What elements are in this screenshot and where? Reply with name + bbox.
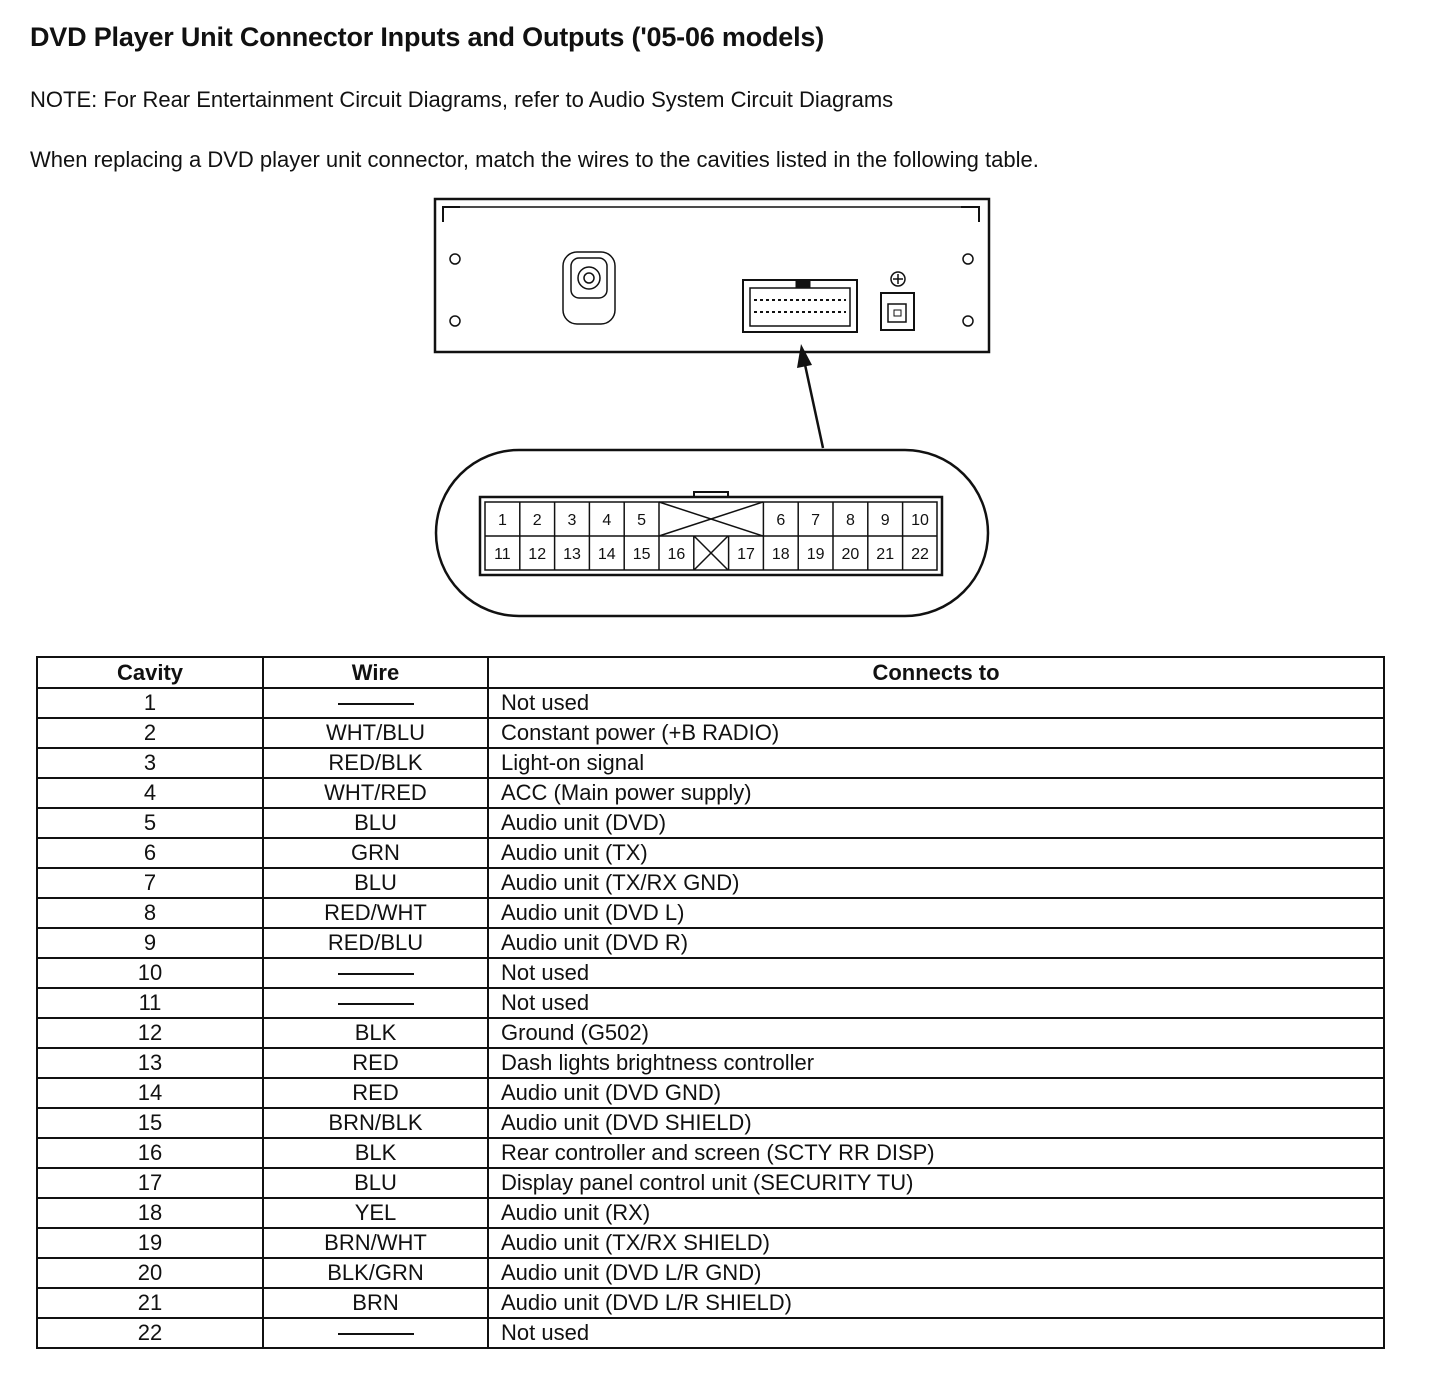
table-row [37, 1198, 1384, 1228]
cell-connects-to: Not used [488, 958, 1384, 988]
cell-cavity: 17 [37, 1168, 263, 1198]
header-cavity: Cavity [37, 657, 263, 688]
pin-label: 19 [806, 546, 825, 563]
pin-label: 5 [637, 512, 647, 529]
panel-connector [743, 280, 857, 332]
pin-label: 11 [494, 546, 511, 563]
pin-label: 17 [737, 546, 755, 563]
cell-connects-to: Audio unit (TX/RX SHIELD) [488, 1228, 1384, 1258]
unused-dash [338, 1003, 414, 1005]
cell-cavity: 1 [37, 688, 263, 718]
table-row [37, 1168, 1384, 1198]
table-row [37, 898, 1384, 928]
cell-connects-to: Light-on signal [488, 748, 1384, 778]
pin-label: 13 [563, 546, 581, 563]
table-row [37, 1258, 1384, 1288]
cell-connects-to: Display panel control unit (SECURITY TU) [488, 1168, 1384, 1198]
cell-wire: BLU [263, 1168, 488, 1198]
cell-cavity: 6 [37, 838, 263, 868]
note-text: NOTE: For Rear Entertainment Circuit Diagrams, refer to Audio System Circuit Diagrams [30, 87, 894, 112]
cell-cavity: 22 [37, 1318, 263, 1348]
pin-label: 7 [811, 512, 821, 529]
cell-connects-to: Audio unit (DVD L/R GND) [488, 1258, 1384, 1288]
table-row [37, 1018, 1384, 1048]
cell-connects-to: Audio unit (TX/RX GND) [488, 868, 1384, 898]
cell-wire: BLU [263, 808, 488, 838]
cell-wire: GRN [263, 838, 488, 868]
cell-wire: BLK [263, 1138, 488, 1168]
table-row [37, 1288, 1384, 1318]
cell-connects-to: Audio unit (TX) [488, 838, 1384, 868]
table-row [37, 1078, 1384, 1108]
header-connects-to: Connects to [488, 657, 1384, 688]
cell-wire: RED [263, 1078, 488, 1108]
cell-connects-to: Rear controller and screen (SCTY RR DISP) [488, 1138, 1384, 1168]
cell-cavity: 20 [37, 1258, 263, 1288]
cell-wire: BRN [263, 1288, 488, 1318]
cell-connects-to: Audio unit (DVD L) [488, 898, 1384, 928]
cell-connects-to: Audio unit (DVD R) [488, 928, 1384, 958]
table-row [37, 1318, 1384, 1348]
cell-wire: WHT/RED [263, 778, 488, 808]
pin-label: 6 [776, 512, 786, 529]
cell-wire: RED/BLK [263, 748, 488, 778]
pin-label: 21 [876, 546, 895, 563]
unused-dash [338, 1333, 414, 1335]
pin-label: 2 [532, 512, 542, 529]
table-row [37, 988, 1384, 1018]
cell-wire: BLK [263, 1018, 488, 1048]
cell-cavity: 16 [37, 1138, 263, 1168]
cell-connects-to: Dash lights brightness controller [488, 1048, 1384, 1078]
table-row [37, 928, 1384, 958]
cavity-table [36, 656, 1385, 1349]
cell-cavity: 15 [37, 1108, 263, 1138]
cell-cavity: 9 [37, 928, 263, 958]
cell-connects-to: Ground (G502) [488, 1018, 1384, 1048]
table-row [37, 1138, 1384, 1168]
cell-cavity: 10 [37, 958, 263, 988]
cell-wire [263, 688, 488, 718]
cell-cavity: 3 [37, 748, 263, 778]
pin-label: 20 [841, 546, 860, 563]
cell-cavity: 5 [37, 808, 263, 838]
cell-wire [263, 1318, 488, 1348]
cell-wire: YEL [263, 1198, 488, 1228]
pin-label: 22 [911, 546, 929, 563]
cell-cavity: 13 [37, 1048, 263, 1078]
cell-wire: BLK/GRN [263, 1258, 488, 1288]
cell-cavity: 2 [37, 718, 263, 748]
cell-connects-to: Audio unit (DVD GND) [488, 1078, 1384, 1108]
cell-cavity: 8 [37, 898, 263, 928]
table-row [37, 748, 1384, 778]
table-row [37, 718, 1384, 748]
instruction-text: When replacing a DVD player unit connector, match the wires to the cavities listed in the following table. [30, 147, 1039, 172]
table-row [37, 868, 1384, 898]
table-row [37, 838, 1384, 868]
cell-connects-to: ACC (Main power supply) [488, 778, 1384, 808]
pin-label: 8 [845, 512, 855, 529]
cell-wire: RED/BLU [263, 928, 488, 958]
cell-wire [263, 988, 488, 1018]
pin-label: 12 [528, 546, 547, 563]
cell-cavity: 4 [37, 778, 263, 808]
pin-label: 3 [567, 512, 577, 529]
table-row [37, 1228, 1384, 1258]
cell-wire: BRN/BLK [263, 1108, 488, 1138]
header-wire: Wire [263, 657, 488, 688]
cell-cavity: 18 [37, 1198, 263, 1228]
unused-dash [338, 973, 414, 975]
cell-wire: RED [263, 1048, 488, 1078]
connector-diagram [0, 0, 1440, 650]
cell-wire [263, 958, 488, 988]
cell-connects-to: Not used [488, 688, 1384, 718]
pin-label: 18 [771, 546, 790, 563]
cell-cavity: 19 [37, 1228, 263, 1258]
cell-cavity: 12 [37, 1018, 263, 1048]
unused-dash [338, 703, 414, 705]
cell-connects-to: Not used [488, 1318, 1384, 1348]
cell-wire: BRN/WHT [263, 1228, 488, 1258]
table-row [37, 778, 1384, 808]
pointer-arrow [797, 344, 823, 448]
connector-face [436, 450, 988, 616]
pin-label: 14 [597, 546, 616, 563]
cell-connects-to: Not used [488, 988, 1384, 1018]
pin-label: 9 [880, 512, 890, 529]
cell-cavity: 14 [37, 1078, 263, 1108]
table-row [37, 808, 1384, 838]
cell-cavity: 21 [37, 1288, 263, 1318]
antenna-jack [563, 252, 615, 324]
cell-wire: BLU [263, 868, 488, 898]
cell-wire: RED/WHT [263, 898, 488, 928]
table-row [37, 958, 1384, 988]
table-header-row [37, 657, 1384, 688]
cell-cavity: 11 [37, 988, 263, 1018]
page-title: DVD Player Unit Connector Inputs and Outputs ('05-06 models) [30, 22, 825, 52]
table-row [37, 1048, 1384, 1078]
table-row [37, 1108, 1384, 1138]
pin-label: 10 [911, 512, 929, 529]
cell-cavity: 7 [37, 868, 263, 898]
cell-connects-to: Audio unit (DVD L/R SHIELD) [488, 1288, 1384, 1318]
pin-label: 15 [632, 546, 651, 563]
pin-label: 16 [667, 546, 686, 563]
cell-connects-to: Audio unit (DVD SHIELD) [488, 1108, 1384, 1138]
cell-connects-to: Audio unit (RX) [488, 1198, 1384, 1228]
ground-terminal [881, 272, 914, 330]
cell-wire: WHT/BLU [263, 718, 488, 748]
table-row [37, 688, 1384, 718]
cell-connects-to: Constant power (+B RADIO) [488, 718, 1384, 748]
cell-connects-to: Audio unit (DVD) [488, 808, 1384, 838]
pin-label: 4 [602, 512, 612, 529]
pin-label: 1 [497, 512, 507, 529]
